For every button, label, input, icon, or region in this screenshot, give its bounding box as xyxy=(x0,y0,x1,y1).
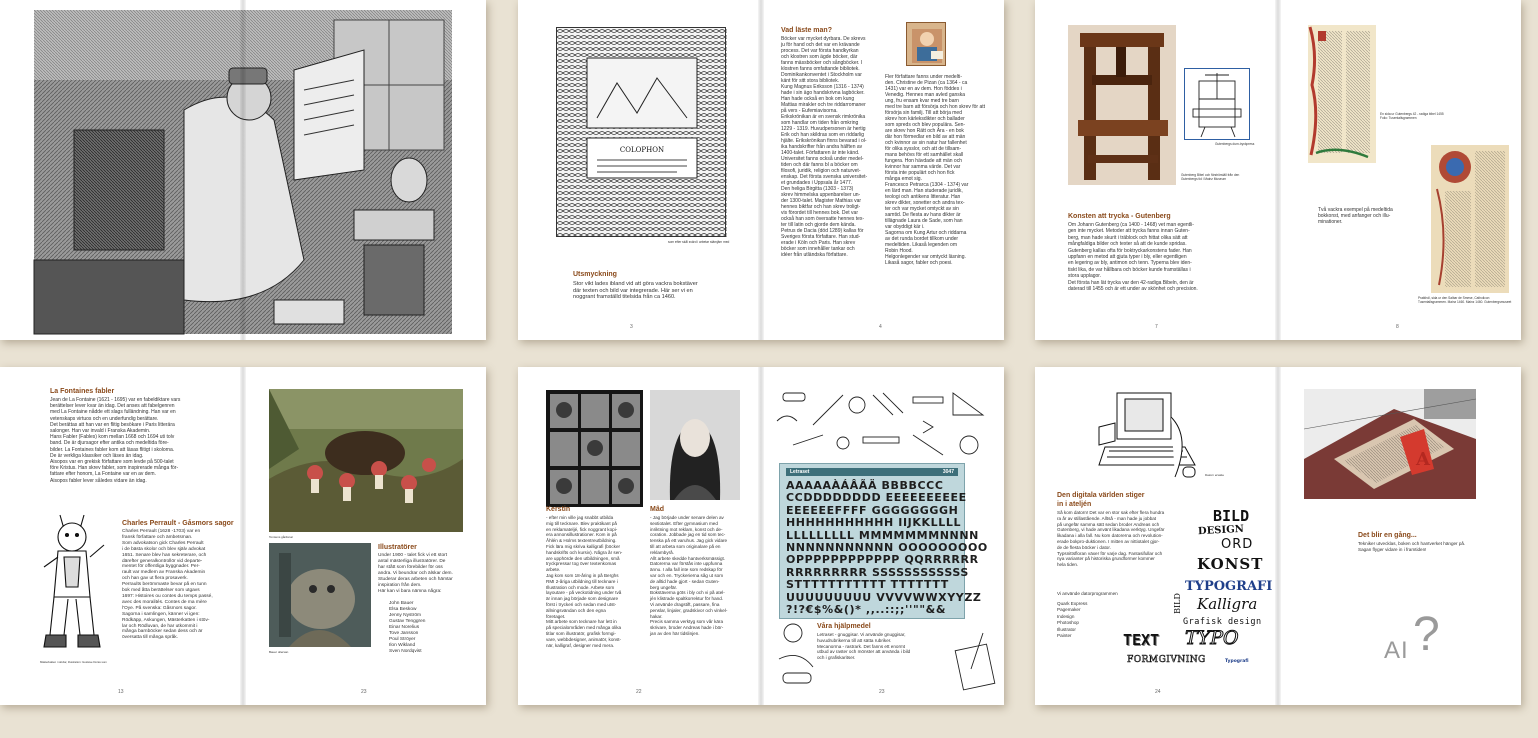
type-sample-bild: BILD xyxy=(1213,507,1250,525)
type-sample-typografi: TYPOGRAFI xyxy=(1185,579,1273,594)
gutenberg-text: Om Johann Gutenberg (ca 1400 - 1468) vet man egentli- gen inte mycket. Metoder att trycka fanns innan Guten- berg, man hade skurit i träblock och hittat olika sätt att mångfaldiga bilder och texter så att de kunde spridas. Gutenberg kallas ofta för boktryckarkonstens fader. Han uppfann en metod att gjuta typer i bly, eller egentligen en legering av bly, antimon och tenn. Typerna blev iden- tiskt lika, de var hållbara och böcker kunde framställas i stora upplagor. Det första han lät trycka var den 42-radiga Bibeln, den är daterad till 1455 och är ett under av skönhet och precision. xyxy=(1068,222,1198,293)
perrault-heading: Charles Perrault - Gåsmors sagor xyxy=(122,520,234,527)
letraset-row: UUUUUUUUU VVVVWWXYYZZ xyxy=(786,590,982,604)
type-sample-kalligra: Kalligra xyxy=(1197,595,1258,613)
la-fontaine-heading: La Fontaines fabler xyxy=(50,388,115,395)
contact-sheet-photo xyxy=(546,390,643,507)
letraset-row: RRRRRRRRR SSSSSSSSSSSS xyxy=(786,565,969,579)
kerstin-heading: Kerstin xyxy=(546,506,571,513)
type-sample-konst: KONST xyxy=(1197,555,1264,573)
collage-letter: A xyxy=(1416,449,1430,470)
troll-painting xyxy=(269,543,371,647)
illustratorer-heading: Illustratörer xyxy=(378,544,417,551)
page-number: 23 xyxy=(361,689,367,695)
spread-5 xyxy=(518,367,1004,705)
page-22 xyxy=(518,367,761,705)
type-sample-typografi-small: Typografi xyxy=(1225,659,1249,664)
illustrator-name: Ilon Wikland xyxy=(389,643,416,648)
vad-laste-man-heading: Vad läste man? xyxy=(781,27,832,34)
page-24 xyxy=(1035,367,1278,705)
mad-text: - Jag började under senare delen av sextiotalet. Efter gymnasium med inriktning mot reklam, konst och de- coration. Jobbade jag en tid som tec- tenska på ett varuhus. Jag gick vidare till att arbeta som originalare på en reklambyrå. Allt arbete skedde hantverksmässigt. Datorerna var förstås inte uppfunna ännu. I alla fall inte som redskap för var och en. Tryckerierna såg ut som de alltid hade gjort - sedan Guten- berg ungefär. Bokstäverna göts i bly och vi på atel- jén klistrade spaltkorrektur för hand. Vi använde dragstift, passare, fina penslar, linjaler, gradskivor och vinkel- hakar. Precis samma verktyg som vår kära skrivare, broder Andreas hade i bör- jan av den här tidslinjen. xyxy=(650,515,728,636)
press-drawing-image xyxy=(1184,68,1250,140)
page-13 xyxy=(0,367,243,705)
tools-drawing-bottom xyxy=(773,619,823,689)
illuminated-letter-image xyxy=(1431,145,1509,293)
computer-caption: Datorn ersatte xyxy=(1205,473,1225,477)
vad-laste-man-col2: Fler författare fanns under medelti- den. Christine de Pizan (ca 1364 - ca 1431) var en av dem. Hon föddes i Venedig. Hennes man avled ganska ung, fru ensam kvar med tre barn med tre barn att försörja och hon skrev för att försörja sin familj. Till att börja med skrev hon kärleksdikter och ballader som spreds och blev populära. Sen- are skrev hon Rätt och Ära - en bok där hon förmedlar en bild av att män och kvinnor av sin natur har fallenhet för olika sysslor, och att de tillsam- mans behövs för ett samhället skall fungera. Hon hävdade att män och kvinnor har samma värde. Det var första inte populärt och hon fick många emot sig. Francesco Petrarca (1304 - 1374) var en lärd man. Han studerade juridik, teologi och antikens litteratur. Han skrev dikter, sonetter och andra tex- ter och var mycket omtyckt av sin samtid. De flesta av hans dikter är tillägnade Laura de Sade, som han var obyddigt kär i. Sagorna om Kung Artur och riddarna av det runda bordet tillkom under medeltiden. Likaså legenden om Robin Hood. Helgonlegender var omtyckt läsning. Likaså sagor, fabler och poesi. xyxy=(885,74,986,266)
bible-page-image xyxy=(1308,25,1376,163)
perrault-text: Charles Perrault (1628 -1703) var en fransk författare och ämbetsman. Som advokatson gick Charles Perrault i de bästa skolor och blev själv advokat 1651. Senare blev han sekreterare, och därefter generalkontrollör vid departe- mentet för offentliga byggnader. Per- rault var medlem av Franska Akademin och han gav ut flera prosaverk. Perraults berömmaste bevar på en tunn bok med åtta berättelser som utgavs 1697: Histoires ou contes du temps passé, avec des moralités. Contes de ma mère l'Oye. På svenska: Gåsmors sagor. Sagorna i samlingen, känner vi igen: Rödkäpp, Askungen, Mästerkatten i stöv- lar och Rödluvan, de har utkommit i många barnböcker sedan dess och är översatta till många språk. xyxy=(122,529,213,641)
letraset-row: HHHHHHHHHHH IIJKKLLLL xyxy=(786,516,962,530)
page-4 xyxy=(761,0,1004,340)
digital-text: Så kom datorn! Det var en stor sak efter flera hundra ra år av stillastående. Alltså - man hade ju jobbat på ungefär samma sätt sedan broder Andreas och Gutenberg, vi hade använt likadana verktyg. Ungefär likadana i alla fall. Nu kom datorerna och revolution- erade bokpro-duktionen. I mitten av nittiotalet gjor- de de flesta böcker i dator. Typsnittsfloran växer för varje dag. Fantasifullar och nya varianter på historiska grundformer kommer hela tiden. xyxy=(1057,510,1165,568)
page-number: 13 xyxy=(118,689,124,695)
illustrator-name: Jenny Nyström xyxy=(389,613,421,618)
letraset-code: 3047 xyxy=(942,469,954,475)
forest-caption: Tomtens gårdsnar xyxy=(269,535,294,539)
illustrator-list xyxy=(389,601,469,655)
la-fontaine-text: Jean de La Fontaine (1621 - 1695) var en fabeldiktare vars berättelser lever kvar än idag. Det anses att fabelgenren med La Fontaine nådde ett slags fulländning. Han var en vetenskaps virtuos och en underfundig berättare. Det berättas att han var en flitig besökare i Paris litterära salonger. Han var invald i Franska Akademin. Hans Fabler (Fables) kom mellan 1668 och 1694 uti tolv band. De är djursagor efter antika och medeltida före- bilder. La Fontaines fabler kom att läsas flitigt i skolorna. De är verkliga klassiker och läses än idag. Aisopos var en grekisk författare som levde på 500-talet före Kristus. Han skrev fabler, som inspirerade många för- fattare efter honom, La Fontaine var en av dem. Aisopos fabler lever således vidare än idag. xyxy=(50,397,181,484)
scribe-illustration-image xyxy=(906,22,946,66)
illustratorer-text: Under 1900 - talet fick vi ett stort antal mästerliga illustratörer. De har stått som förebilder för oss andra. Vi beundrar och älskar dem. Studerar deras arbeten och hämtar inspiration från dem. Här kan vi bara nämna några: xyxy=(378,553,453,594)
hjalpmedel-text: Letraset - gnuggisar. Vi använde gnuggisar, huvudrubrikerna till att sätta rubriker. Mecanorma - rastrark. Det fanns ett enormt utbud av raster och mönster att använda i bild och i grafiskaritser. xyxy=(817,632,911,661)
page-number: 3 xyxy=(630,324,633,330)
page-number: 23 xyxy=(879,689,885,695)
troll-caption: Bauer ollersan xyxy=(269,650,289,654)
page-number: 8 xyxy=(1396,324,1399,330)
letraset-brand: Letraset xyxy=(790,469,810,475)
program-item: Quark Express xyxy=(1057,601,1088,606)
portrait-photo xyxy=(650,390,740,500)
utsmyckning-text: Stor vikt lades ibland vid att göra vackra bokstäver där texten och bild var integrerade. Här ser vi en noggrant framställd titelsida från ca 1460. xyxy=(573,281,698,301)
program-item: Painter xyxy=(1057,633,1072,639)
spread-3 xyxy=(1035,0,1521,340)
kerstin-text: - efter min ville jag snabbt utbilda mig till tecknare. Blev praktikant på en reklamateljé, fick noggrant kopi- era annonsillustrationer. Kom in på Åhlén & Holms textentreutbildning. Fick lära mig skriva kalligrafi (böcker handskrifts och kursiv). Några år sen- are upphörde den utbildningen, små tryckpressar tog över textenkomas arbete. Jag kom som 18-åring in på Berghs RMI 2-åriga utbildning till tecknare i Illustration och mode. Arbete som layoutare - på veckotidning under två är innan jag började som designare först i tryckeri och sedan med utst- ällningsvändan och den egna företaget. Mitt arbete som tecknare har lett in på specialområden med många olika titlar som illustratör, grafisk formgi- vare, webbdesigner, animatör, konst- när, kalligraf, designer med mera. xyxy=(546,515,623,648)
pen-drawing xyxy=(953,629,999,695)
press-photo-caption: Gutenberg Bibel och förströrställ från den Gutenbergs tid i Mainz Museum xyxy=(1181,173,1240,181)
type-sample-bild-vertical: BILD xyxy=(1172,593,1182,614)
page-number: 7 xyxy=(1155,324,1158,330)
det-blir-heading: Det blir en gång... xyxy=(1358,532,1417,539)
illustrator-name: Poul Ströyer xyxy=(389,637,416,642)
page-23-bauer xyxy=(243,367,486,705)
illustrator-name: Sven Nordqvist xyxy=(389,649,422,654)
ai-text: AI xyxy=(1384,637,1409,664)
type-sample-formgivning: FORMGIVNING xyxy=(1127,655,1206,665)
program-item: Photoshop xyxy=(1057,620,1079,626)
type-sample-typo: TYPO xyxy=(1185,627,1239,649)
letraset-row: AAAAAÀÁÂÃÄ BBBBCCC xyxy=(786,479,944,492)
letraset-sheet xyxy=(779,463,988,619)
gutenberg-heading: Konsten att trycka - Gutenberg xyxy=(1068,213,1171,220)
page-number: 4 xyxy=(879,324,882,330)
page-23-tools xyxy=(761,367,1004,705)
book-collage-image xyxy=(1304,389,1476,499)
letraset-row: NNNNNNNNNNN OOOOOOOOO xyxy=(786,541,988,555)
type-sample-design: DESIGN xyxy=(1197,523,1245,538)
letraset-row: CCDDDDDDDD EEEEEEEEEE xyxy=(786,491,967,505)
mad-heading: Mâd xyxy=(650,506,664,513)
woodcut-label: COLOPHON xyxy=(619,146,665,154)
bible-caption: En sida ur Gutenbergs 42 - radiga bibel 1455 Folio: Tusentallsgrammen xyxy=(1380,112,1444,121)
spread-2 xyxy=(518,0,1004,340)
hjalpmedel-heading: Våra hjälpmedel xyxy=(817,623,871,630)
cat-caption: Mästerkatten i stövlar, illustration: Gustave Dorés som xyxy=(40,660,107,664)
program-item: Indesign xyxy=(1057,613,1075,619)
woodcut-caption: som efter skål svärd i arbetar stämjärn med xyxy=(668,240,730,244)
ai-question-mark: ? xyxy=(1413,608,1440,661)
spread-4 xyxy=(0,367,486,705)
letraset-row: LLLLLLLLL MMMMMMMNNNN xyxy=(786,528,979,542)
illustrator-name: Gustav Tenggren xyxy=(389,619,426,624)
page-number: 22 xyxy=(636,689,642,695)
type-sample-ord: ORD xyxy=(1221,537,1254,552)
letraset-row: OPPPPPPPPPPPP QQRRRRRR xyxy=(786,553,979,567)
det-blir-text: Tekniker utvecklas, boken och hantverket hänger på. Sagan flyger vidare in i framtiden! xyxy=(1358,541,1466,552)
type-sample-text: TEXT xyxy=(1123,631,1160,649)
program-item: Pagemaker xyxy=(1057,607,1081,613)
digital-heading: Den digitala världen stiger in i ateljén xyxy=(1057,492,1145,508)
utsmyckning-heading: Utsmyckning xyxy=(573,271,617,278)
printing-press-photo xyxy=(1068,25,1176,185)
forest-trolls-painting xyxy=(269,389,463,532)
tools-drawing xyxy=(773,385,993,467)
illuminated-caption: Prakthdl, sida ur den Salbar de Smese, Catholicon Tusentallsgrammen. Mainz 1460. Mainz 1460. Gutenbergsmuseet xyxy=(1418,296,1512,305)
page-number: 24 xyxy=(1155,689,1161,695)
press-drawing-caption: Gutenbergs dum-tryckpress xyxy=(1215,142,1255,146)
illustrator-name: Elsa Beskow xyxy=(389,607,417,612)
page-last xyxy=(1278,367,1521,705)
computer-drawing xyxy=(1095,387,1205,483)
page-8 xyxy=(1278,0,1521,340)
program-item: Illustrator xyxy=(1057,626,1076,632)
page-7 xyxy=(1035,0,1278,340)
bokkonst-text: Två vackra exempel på medeltida bokkonst, med anfanger och illu- minationer. xyxy=(1318,207,1393,226)
vad-laste-man-col1: Böcker var mycket dyrbara. De skrevs ju för hand och det var en krävande process. Det var första handkyrkan och klostren som ägde böcker, där fanns mässböcker och sångböcker. I klostren fanns omfattande bibliotek. Dominikankonventet i Stockholm var känt för sitt stora bibliotek. Kung Magnus Eriksson (1316 - 1374) hade i sin ägo handskrivna lagböcker. Han hade också en bok om kung Mattias mirakler och tre riddarromaner på vers - Eufemiavisorna. Erikskrönikan är en svensk rimkrönika som handlar om tiden från omkring 1229 - 1319. Huvudpersonen är hertig Erik och han skildras som en riddarlig hjälte. Erikskrönikan finns bevarad i ol- ika handskrifter från andra hälften av 1400-talet. Författaren är inte känd. Universitet fanns också under medel- tiden och där fanns bl a böcker om filosofi, juridik, religion och naturvet- enskap. Det första svenska universitet- et grundades i Uppsala år 1477. Den heliga Birgitta (1303 - 1373) skrev himmelska uppenbarelser un- der 1300-talet. Magister Mathias var hennes biktfar och han skrev troligt- vis förordet till hennes bok. Det var också han som översatte hennes tex- ter till latin och gjorde dem kända. Petrus de Dacia (död 1289) kallas för Sveriges första författare. Han stud- erade i Köln och Paris. Han skrev böcker som innehåller tankar och idéer från utländska författare. xyxy=(781,36,868,258)
letraset-row: STTTTTTTTTTT TTTTTTT xyxy=(786,578,949,592)
puss-in-boots-drawing xyxy=(34,507,114,655)
spread-1 xyxy=(0,0,486,340)
scribe-engraving-image xyxy=(34,10,452,334)
illustrator-name: Einar Norelius xyxy=(389,625,420,630)
letraset-rows xyxy=(786,479,988,617)
programs-intro: Vi använde datorprogrammen xyxy=(1057,591,1118,596)
illustrator-name: Tove Jansson xyxy=(389,631,419,636)
illustrator-name: John Bauer xyxy=(389,601,414,606)
letraset-row: ?!?€$%&()* ,,..::;;''""&& xyxy=(786,603,947,617)
page-3 xyxy=(518,0,761,340)
letraset-row: EEEEEEFFFF GGGGGGGGH xyxy=(786,503,959,517)
spread-6 xyxy=(1035,367,1521,705)
woodcut-title-page-image xyxy=(556,27,726,237)
type-sample-grafisk: Grafisk design xyxy=(1183,617,1262,627)
letraset-header xyxy=(786,468,958,476)
